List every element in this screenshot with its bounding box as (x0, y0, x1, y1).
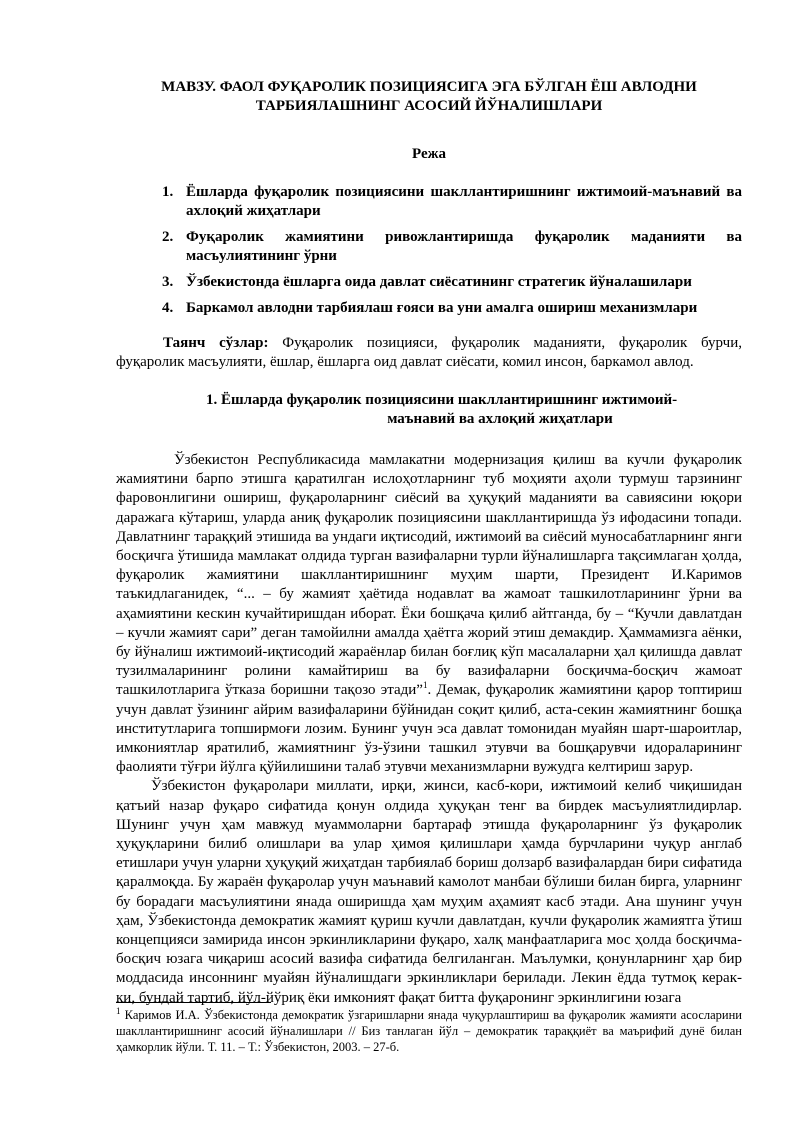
paragraph-1-part-a: Ўзбекистон Республикасида мамлакатни модернизация қилиш ва кучли фуқаролик жамиятини барпо этишга қаратилган ислоҳотларнинг туб моҳияти аҳоли турмуш тарзининг фаровонлигини ошириш, фуқароларнинг сиёсий ва ҳуқуқий маданияти ва савиясини юқори даражага кўтариш, уларда аниқ фуқаролик позициясини шакллантиришда ўз ифодасини топади. Давлатнинг тараққий этишида ва ундаги иқтисодий, ижтимоий ва сиёсий муносабатларнинг янги босқичга ўтишида мамлакат олдида турган вазифаларни турли йўналишларга тақсимлаган ҳолда, фуқаролик жамиятини шакллантиришнинг муҳим шарти, Президент И.Каримов таъкидлаганидек, “... – бу жамият ҳаётида нодавлат ва жамоат ташкилотларининг ўрни ва аҳамиятини кескин кучайтиришдан иборат. Ёки бошқача қилиб айтганда, бу – “Кучли давлатдан – кучли жамият сари” деган тамойилни амалда ҳаётга жорий этиш демакдир. Ҳаммамизга аёнки, бу йўналиш ижтимоий-иқтисодий жараёнлар билан боғлиқ кўп масалаларни ҳал қилишда давлат тузилмаларининг ролини камайтириш ва бу вазифаларни босқичма-босқич жамоат ташкилотларига ўтказа боришни тақозо этади” (116, 452, 742, 699)
footnote-mark: 1 (116, 1005, 121, 1016)
plan-item (116, 183, 742, 221)
footnote-separator (116, 1002, 271, 1003)
body-text (116, 451, 742, 1008)
plan-item-number: 4. (162, 300, 174, 316)
plan-item-text: Баркамол авлодни тарбиялаш ғояси ва уни амалга ошириш механизмлари (186, 300, 698, 316)
plan-heading: Режа (412, 146, 446, 162)
section-heading-line-2: маънавий ва ахлоқий жиҳатлари (387, 411, 613, 427)
document-page (116, 78, 742, 1008)
plan-item-number: 3. (162, 274, 174, 290)
plan-item-number: 2. (162, 229, 174, 245)
plan-item-text: Ўзбекистонда ёшларга оида давлат сиёсатининг стратегик йўналашилари (186, 274, 692, 290)
title-line-1: МАВЗУ. ФАОЛ ФУҚАРОЛИК ПОЗИЦИЯСИГА ЭГА БЎЛГАН ЁШ АВЛОДНИ (161, 79, 697, 95)
footnote-reference[interactable]: 1 (422, 680, 428, 691)
section-heading (116, 391, 742, 429)
plan-item-text: Ёшларда фуқаролик позициясини шакллантиришнинг ижтимоий-маънавий ва ахлоқий жиҳатлари (186, 184, 742, 219)
keywords-paragraph (116, 334, 742, 372)
document-title (116, 78, 742, 116)
footnote-text: Каримов И.А. Ўзбекистонда демократик ўзгаришларни янада чуқурлаштириш ва фуқаролик жамияти асосларини шакллантиришнинг асосий йўналишлари // Биз танлаган йўл – демократик тараққиёт ва маърифий дунё билан ҳамкорлик йўли. Т. 11. – Т.: Ўзбекистон, 2003. – 27-б. (116, 1008, 742, 1054)
footnote (116, 1007, 742, 1055)
paragraph-1 (116, 451, 742, 777)
keywords-label: Таянч сўзлар: (163, 335, 269, 351)
plan-item (116, 228, 742, 266)
keywords-text: Фуқаролик позицияси, фуқаролик маданияти, фуқаролик бурчи, фуқаролик масъулияти, ёшлар, ёшларга оид давлат сиёсати, комил инсон, баркамол авлод. (116, 335, 743, 370)
plan-list (116, 183, 742, 318)
paragraph-2: Ўзбекистон фуқаролари миллати, ирқи, жинси, касб-кори, ижтимоий келиб чиқишидан қатъий назар фуқаро сифатида қонун олдида ҳуқуқан тенг ва бирдек масъулиятлидирлар. Шунинг учун ҳам мавжуд муаммоларни бартараф этишда фуқароларнинг ўз фуқаролик ҳуқуқларини билиб олишлари ва улар ҳимоя қилишлари ҳамда бурчларини чуқур англаб етишлари учун уларни ҳуқуқий жиҳатдан тарбиялаб бориш долзарб вазифалардан бири сифатида қаралмоқда. Бу жараён фуқаролар учун маънавий камолот манбаи бўлиши билан бирга, уларнинг бу борадаги масъулиятини янада оширишда ҳам муҳим аҳамият касб этади. Ана шунинг учун ҳам, Ўзбекистонда демократик жамият қуриш кучли давлатдан, кучли фуқаролик жамиятга ўтиш концепцияси замирида инсон эркинликларини фуқаро, халқ манфаатларига мос ҳолда босқичма-босқич юзага чиқариш асосий вазифа сифатида белгиланган. Маълумки, қонунларнинг ҳар бир моддасида инсоннинг муайян йўналишдаги эркинликлари берилади. Лекин ёдда тутмоқ керак-ки, бундай тартиб, йўл-йўриқ ёки имконият фақат битта фуқаронинг эркинлигини юзага (116, 778, 742, 1006)
plan-item-number: 1. (162, 184, 174, 200)
plan-item (116, 273, 742, 292)
paragraph-1-part-b: . Демак, фуқаролик жамиятини қарор топтириш учун давлат ўзининг айрим вазифаларини бўйнидан соқит қилиб, аста-секин жамиятнинг бошқа институтларига топширмоғи лозим. Бунинг учун эса давлат томонидан муайян шарт-шароитлар, имкониятлар яратилиб, жамиятнинг ўз-ўзини ташкил этувчи ва бошқарувчи идораларининг фаолияти тўғри йўлга қўйилишини талаб этувчи механизмларни вужудга келтириш зарур. (116, 682, 742, 776)
section-heading-line-1: 1. Ёшларда фуқаролик позициясини шакллантиришнинг ижтимоий- (206, 392, 678, 408)
title-line-2: ТАРБИЯЛАШНИНГ АСОСИЙ ЙЎНАЛИШЛАРИ (255, 98, 603, 114)
plan-item (116, 299, 742, 318)
plan-item-text: Фуқаролик жамиятини ривожлантиришда фуқаролик маданияти ва масъулиятининг ўрни (186, 229, 742, 264)
